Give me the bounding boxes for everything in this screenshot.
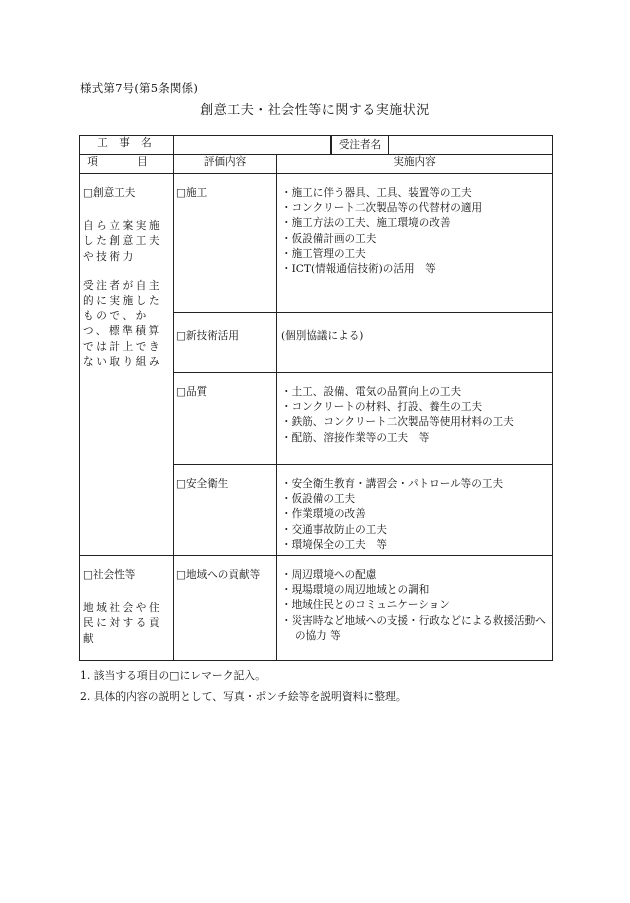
list-item: ・鉄筋、コンクリート二次製品等使用材料の工夫 <box>281 416 514 429</box>
column-header-row <box>80 155 553 174</box>
project-name-field[interactable] <box>174 136 331 155</box>
project-name-label: 工 事 名 <box>80 136 174 155</box>
footnotes <box>80 665 407 707</box>
contractor-cell <box>331 136 553 155</box>
item-checkbox-social[interactable]: □社会性等 <box>83 569 136 581</box>
list-item: ・環境保全の工夫 等 <box>281 538 387 551</box>
eval-quality[interactable]: □品質 <box>174 373 277 465</box>
item-desc-creativity-1: 自ら立案実施した創意工夫や技術力 <box>83 220 163 263</box>
detail-safety <box>277 465 553 556</box>
eval-new-tech[interactable]: □新技術活用 <box>174 313 277 373</box>
item-checkbox-creativity[interactable]: □創意工夫 <box>83 187 136 199</box>
list-item: ・コンクリートの材料、打設、養生の工夫 <box>281 401 483 414</box>
list-item: ・交通事故防止の工夫 <box>281 523 387 536</box>
item-desc-creativity-2: 受注者が自主的に実施したもので、かつ、標準積算では計上できない取り組み <box>83 279 163 368</box>
list-item: ・仮設備計画の工夫 <box>281 232 377 245</box>
header-row-project <box>80 136 553 155</box>
list-item: ・仮設備の工夫 <box>281 493 356 506</box>
column-header-item <box>80 155 174 174</box>
detail-new-tech <box>277 313 553 373</box>
detail-construction <box>277 174 553 313</box>
list-item: ・土工、設備、電気の品質向上の工夫 <box>281 386 462 398</box>
footnote-1: 1. 該当する項目の□にレマーク記入。 <box>80 669 266 682</box>
page-title: 創意工夫・社会性等に関する実施状況 <box>200 103 430 118</box>
list-item: ・安全衛生教育・講習会・パトロール等の工夫 <box>281 478 504 490</box>
list-item: ・地域住民とのコミュニケーション <box>281 599 450 612</box>
detail-quality <box>277 373 553 465</box>
list-item: ・災害時など地域への支援・行政などによる救援活動への協力 等 <box>281 614 546 642</box>
contractor-name-label: 受注者名 <box>331 136 389 154</box>
column-header-item-text: 項 目 <box>87 156 166 168</box>
implementation-table <box>79 135 553 661</box>
item-cell-creativity <box>80 174 174 556</box>
eval-community[interactable]: □地域への貢献等 <box>174 556 277 661</box>
detail-community <box>277 556 553 661</box>
list-item: ・配筋、溶接作業等の工夫 等 <box>281 431 430 444</box>
list-item: ・周辺環境への配慮 <box>281 569 377 581</box>
list-item: ・ICT(情報通信技術)の活用 等 <box>281 263 436 276</box>
form-number: 様式第7号(第5条関係) <box>80 81 199 95</box>
list-item: ・作業環境の改善 <box>281 508 366 521</box>
list-item: ・施工管理の工夫 <box>281 247 366 260</box>
footnote-2: 2. 具体的内容の説明として、写真・ポンチ絵等を説明資料に整理。 <box>80 690 407 703</box>
column-header-detail: 実施内容 <box>277 155 553 174</box>
column-header-eval: 評価内容 <box>174 155 277 174</box>
list-item: ・現場環境の周辺地域との調和 <box>281 584 430 597</box>
row-construction <box>80 174 553 313</box>
list-item: ・施工方法の工夫、施工環境の改善 <box>281 217 451 230</box>
eval-safety[interactable]: □安全衛生 <box>174 465 277 556</box>
eval-construction[interactable]: □施工 <box>174 174 277 313</box>
list-item: ・コンクリート二次製品等の代替材の適用 <box>281 202 483 215</box>
item-desc-social: 地域社会や住民に対する貢献 <box>83 602 163 645</box>
item-cell-social <box>80 556 174 661</box>
row-community <box>80 556 553 661</box>
list-item: ・施工に伴う器具、工具、装置等の工夫 <box>281 187 472 199</box>
list-item: (個別協議による) <box>281 330 364 342</box>
